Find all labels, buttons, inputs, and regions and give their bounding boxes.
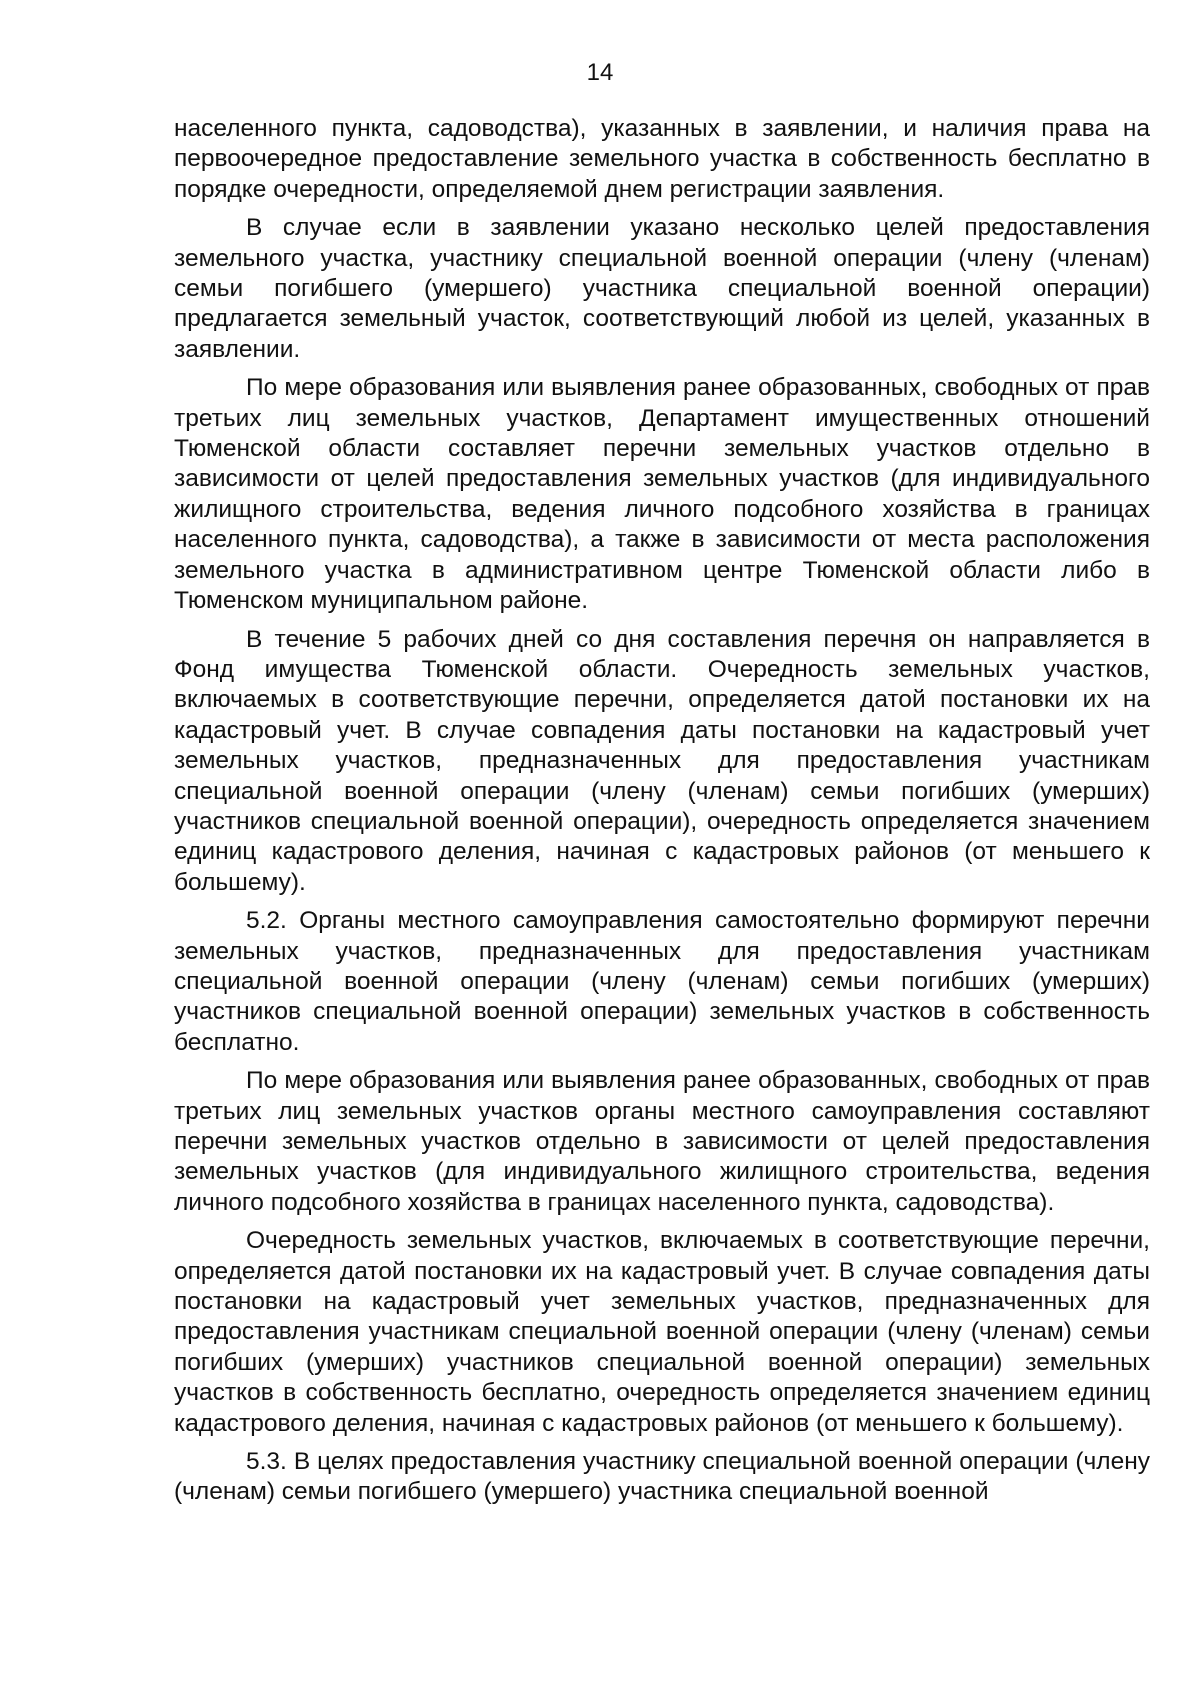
paragraph-2: В случае если в заявлении указано несколько целей предоставления земельного участка, участнику специальной военной операции (члену (членам) семьи погибшего (умершего) участника специальной военной операции) предлагается земельный участок, соответствующий любой из целей, указанных в заявлении. (174, 214, 1150, 363)
paragraph-4: В течение 5 рабочих дней со дня составления перечня он направляется в Фонд имущества Тюменской области. Очередность земельных участков, включаемых в соответствующие перечни, определяется датой постановки их на кадастровый учет. В случае совпадения даты постановки на кадастровый учет земельных участков, предназначенных для предоставления участникам специальной военной операции (члену (членам) семьи погибших (умерших) участников специальной военной операции), очередность определяется значением единиц кадастрового деления, начиная с кадастровых районов (от меньшего к большему). (174, 625, 1150, 896)
paragraph-3: По мере образования или выявления ранее образованных, свободных от прав третьих лиц земельных участков, Департамент имущественных отношений Тюменской области составляет перечни земельных участков отдельно в зависимости от целей предоставления земельных участков (для индивидуального жилищного строительства, ведения личного подсобного хозяйства в границах населенного пункта, садоводства), а также в зависимости от места расположения земельного участка в административном центре Тюменской области либо в Тюменском муниципальном районе. (174, 374, 1150, 615)
paragraph-5-2: 5.2. Органы местного самоуправления самостоятельно формируют перечни земельных участков, предназначенных для предоставления участникам специальной военной операции (члену (членам) семьи погибших (умерших) участников специальной военной операции) земельных участков в собственность бесплатно. (174, 907, 1150, 1056)
paragraph-7: Очередность земельных участков, включаемых в соответствующие перечни, определяется датой постановки их на кадастровый учет. В случае совпадения даты постановки на кадастровый учет земельных участков, предназначенных для предоставления участникам специальной военной операции (члену (членам) семьи погибших (умерших) участников специальной военной операции) земельных участков в собственность бесплатно, очередность определяется значением единиц кадастрового деления, начиная с кадастровых районов (от меньшего к большему). (174, 1227, 1150, 1437)
paragraph-1: населенного пункта, садоводства), указанных в заявлении, и наличия права на первоочередное предоставление земельного участка в собственность бесплатно в порядке очередности, определяемой днем регистрации заявления. (174, 115, 1150, 203)
document-body (174, 114, 1150, 1516)
paragraph-5-3: 5.3. В целях предоставления участнику специальной военной операции (члену (членам) семьи погибшего (умершего) участника специальной военной (174, 1448, 1150, 1506)
page-number: 14 (586, 59, 614, 86)
paragraph-6: По мере образования или выявления ранее образованных, свободных от прав третьих лиц земельных участков органы местного самоуправления составляют перечни земельных участков отдельно в зависимости от целей предоставления земельных участков (для индивидуального жилищного строительства, ведения личного подсобного хозяйства в границах населенного пункта, садоводства). (174, 1067, 1150, 1216)
